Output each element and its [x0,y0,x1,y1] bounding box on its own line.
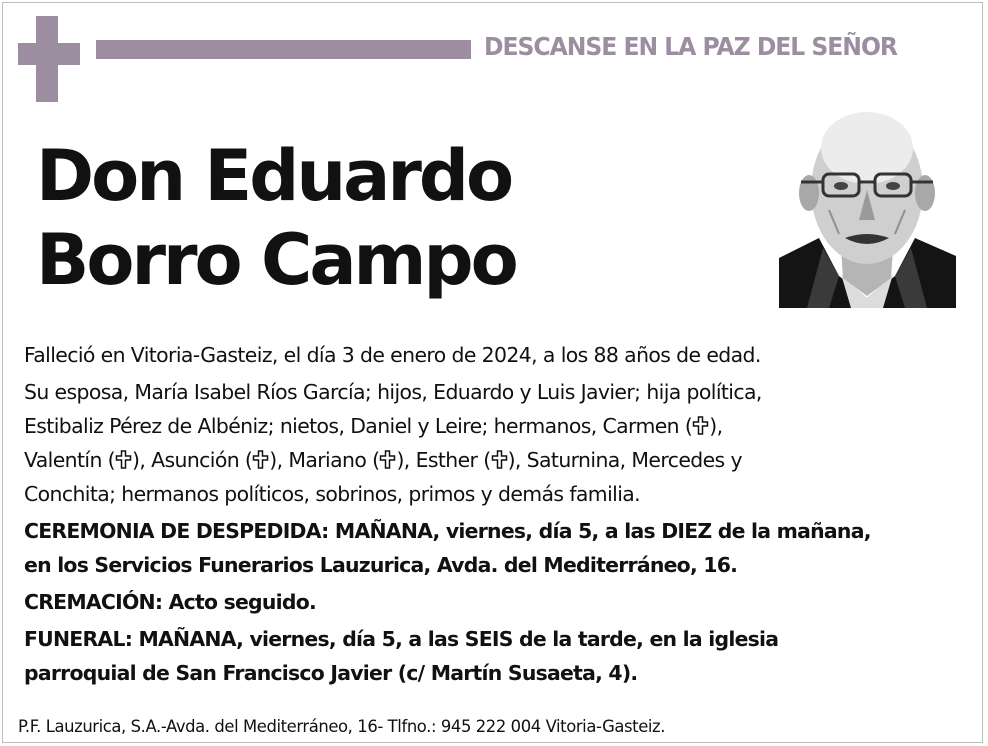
small-cross-icon [252,450,269,469]
ceremony-paragraph [24,514,964,582]
family-paragraph [24,375,964,511]
small-cross-icon [115,450,132,469]
family-line: Estibaliz Pérez de Albéniz; nietos, Daniel y Leire; hermanos, Carmen ( ), [24,414,723,438]
death-notice: Falleció en Vitoria-Gasteiz, el día 3 de enero de 2024, a los 88 años de edad. [24,343,761,367]
funeral-paragraph [24,622,964,690]
deceased-name [36,134,516,302]
funeral-home-footer: P.F. Lauzurica, S.A.-Avda. del Mediterráneo, 16- Tlfno.: 945 222 004 Vitoria-Gasteiz. [18,717,666,736]
ceremony-line: en los Servicios Funerarios Lauzurica, Avda. del Mediterráneo, 16. [24,553,738,577]
deceased-name-line2: Borro Campo [36,219,516,301]
header-title: DESCANSE EN LA PAZ DEL SEÑOR [484,32,897,61]
ceremony-line: CEREMONIA DE DESPEDIDA: MAÑANA, viernes, día 5, a las DIEZ de la mañana, [24,519,871,543]
funeral-line: parroquial de San Francisco Javier (c/ Martín Susaeta, 4). [24,661,638,685]
small-cross-icon [491,450,508,469]
cross-icon [18,16,80,102]
funeral-line: FUNERAL: MAÑANA, viernes, día 5, a las SEIS de la tarde, en la iglesia [24,627,779,651]
obituary-body [24,338,964,690]
header-bar [96,40,471,59]
family-line: Conchita; hermanos políticos, sobrinos, primos y demás familia. [24,482,641,506]
deceased-name-line1: Don Eduardo [36,135,512,217]
family-line: Valentín ( ), Asunción ( ), Mariano ( ), Esther ( ), Saturnina, Mercedes y [24,448,742,472]
small-cross-icon [379,450,396,469]
portrait-photo [779,98,956,308]
small-cross-icon [692,416,709,435]
family-line: Su esposa, María Isabel Ríos García; hijos, Eduardo y Luis Javier; hija política, [24,380,762,404]
cremation-paragraph: CREMACIÓN: Acto seguido. [24,590,317,614]
